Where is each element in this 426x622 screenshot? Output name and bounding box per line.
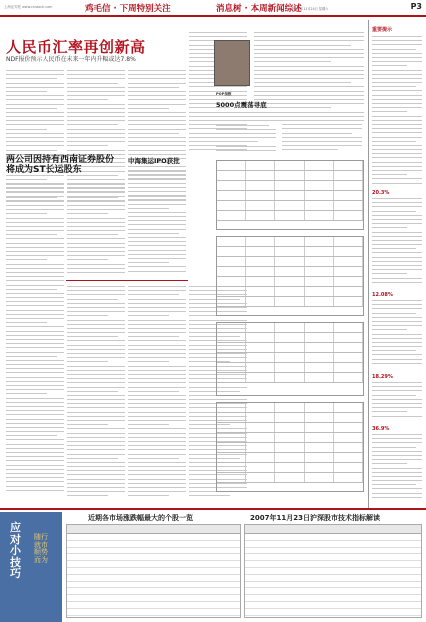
- pop-index-label: POP指数: [216, 92, 232, 96]
- right-column-body-4: [372, 382, 422, 422]
- bottom-section-divider: [0, 508, 426, 510]
- data-table-4: [216, 402, 364, 492]
- left-column-title: 鸡毛信 · 下周特别关注: [85, 4, 171, 14]
- article-title-st-changyun: 两公司因持有西南证券股份将成为ST长运股东: [6, 155, 115, 175]
- article-body-col4: [6, 184, 64, 494]
- article-body-col5: [67, 184, 125, 274]
- middle-column-title: 消息树 · 本周新闻综述: [216, 4, 302, 14]
- main-headline: 人民币汇率再创新高: [6, 38, 146, 56]
- technical-indicators-table: [244, 524, 422, 618]
- right-column-divider: [368, 20, 369, 508]
- tips-banner: [0, 512, 62, 622]
- technical-indicators-title: 2007年11月23日沪深股市技术指标解读: [250, 514, 380, 522]
- portrait-photo: [214, 40, 250, 86]
- divider-red: [66, 280, 188, 281]
- data-table-1: [216, 160, 364, 230]
- news-tree-col2: [254, 32, 364, 122]
- data-table-2: [216, 236, 364, 316]
- page-number: P3: [410, 2, 422, 11]
- page-header-bar: [0, 0, 426, 17]
- news-briefs-mid: [128, 286, 186, 496]
- right-figure-1: 20.3%: [372, 190, 390, 196]
- right-column-body-3: [372, 300, 422, 370]
- news-briefs-left: [67, 286, 125, 496]
- article-body-col6: [128, 170, 186, 274]
- publication-date: 2007年11月24日 星期六: [292, 7, 329, 11]
- data-table-3: [216, 322, 364, 396]
- main-subheadline: NDF报价预示人民币在未来一年内升幅或达7.8%: [6, 56, 136, 63]
- tips-banner-title: 应对小技巧: [10, 521, 21, 581]
- stock-movers-title: 近期各市场涨跌幅最大的个股一览: [88, 514, 193, 522]
- right-column-body-5: [372, 434, 422, 504]
- stock-movers-table: [66, 524, 241, 618]
- right-figure-2: 12.08%: [372, 292, 393, 298]
- article-title-ipo: 中海集运IPO获批: [128, 157, 180, 165]
- right-column-heading: 重要提示: [372, 27, 393, 33]
- right-figure-3: 18.29%: [372, 374, 393, 380]
- right-column-body-1: [372, 36, 422, 186]
- site-url: 上海证券报 www.cnstock.com: [4, 5, 53, 9]
- right-figure-4: 36.9%: [372, 426, 390, 432]
- news-tree-col3: [282, 120, 362, 156]
- tips-banner-subtitle: 随行就市 顺势而为: [34, 533, 48, 565]
- pop-index-body: [216, 112, 276, 152]
- right-column-body-2: [372, 198, 422, 288]
- pop-index-headline: 5000点震荡寻底: [216, 101, 267, 109]
